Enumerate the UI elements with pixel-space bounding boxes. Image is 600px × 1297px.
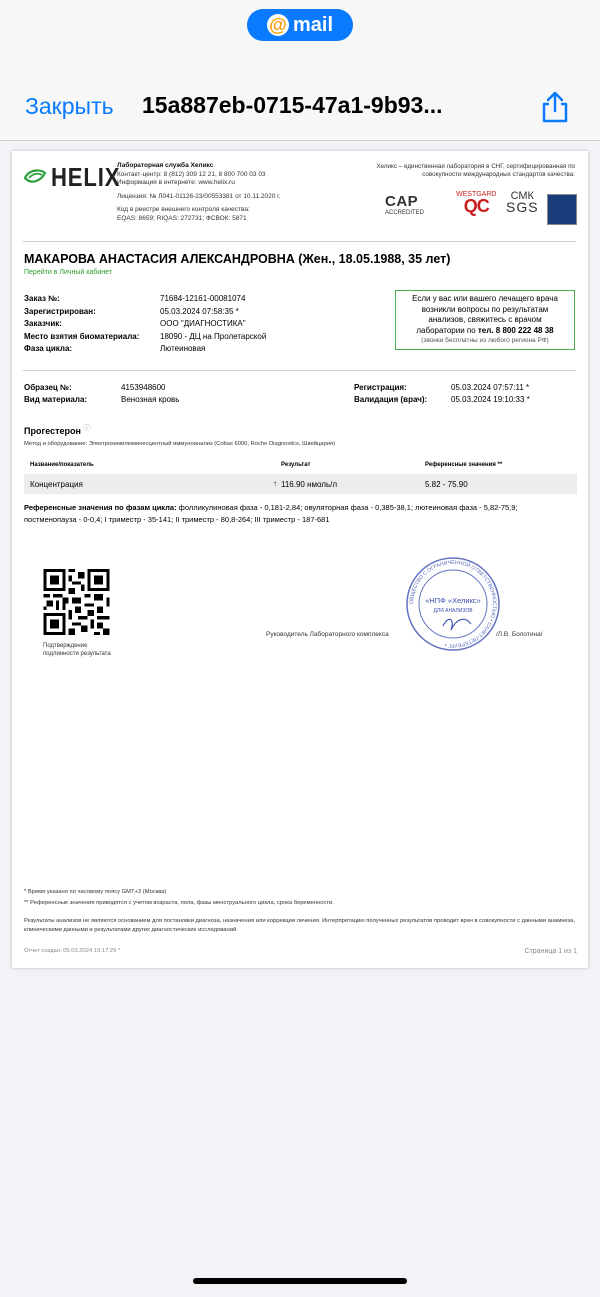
document-title: 15a887eb-0715-47a1-9b93... <box>142 92 443 118</box>
mail-brand: mail <box>292 13 334 36</box>
info-icon[interactable]: ⓘ <box>83 425 91 432</box>
table-row: Концентрация ↑ 116.90 нмоль/л 5.82 - 75.90 <box>24 474 577 494</box>
test-method: Метод и оборудование: Электрохемилюминесцентный иммуноанализ (Cobas 6000, Roche Diagnostics, Швейцария) <box>24 441 336 447</box>
lab-report-page: HELIX Лабораторная служба Хеликс Контакт-центр: 8 (812) 309 12 21, 8 800 700 03 03 Информация в интернете: www.helix.ru Лицензия: № Л041-01126-23/00553381 от 10.11.2020 г. Код в реестре внешнего контроля качества: EQAS: 8659; RIQAS: 272731; ФСВОК: 5871 Хеликс – единственная лаборатория в СНГ, сертифицированная по совокупности международных стандартов качества: CAP ACCREDITED WESTGARD QC СМК SGS МАКАРОВА АНАСТАСИЯ АЛЕКСАНДРОВНА (Жен., 18.05.1988, 35 лет) Перейти в Личный кабинет Заказ №: 71684-12161-00081074 Зарегистрирован: 05.03.2024 07:58:35 * Заказчик: ООО "ДИАГНОСТИКА" Место взятия биоматериала: 18090 - ДЦ на Пролетарской Фаза цикла: Лютеиновая Если у вас или вашего лечащего врача возникли вопросы по результатам анализов, свяжитесь с врачом лаборатории по тел. 8 800 222 48 38 (звонки бесплатны из любого региона РФ) Образец №: 4153948600 Вид материала: Венозная кровь Регистрация: 05.03.2024 07:57:11 * Валидация (врач): 05.03.2024 19:10:33 * Прогестерон ⓘ Метод и оборудование: Электрохемилюминесцентный иммуноанализ (Cobas 6000, Roche Diagnostics, Швейцария) Название/показатель Результат Референсные значения ** Концентрация ↑ 116.90 нмоль/л 5.82 - 75.90 Референсные значения по фазам цикла: фолликулиновая фаза - 0,181-2,84; овуляторная фаза - 0,385-38,1; лютеиновая фаза - 5,82-75,9; постменопауза - 0-0,4; I триместр - 35-141; II триместр - 80,8-264; III триместр - 187-681 Подтверждение подлинности результата ОБЩЕСТВО С ОГРАНИЧЕННОЙ ОТВЕТСТВЕННОСТЬЮ • САНКТ-ПЕТЕРБУРГ • «НПФ «Хеликс» ДЛЯ АНАЛИЗОВ Руководитель Лабораторного комплекса /Л.В. Болотина/ * Время указано по часовому поясу GMT+3 (Москва) ** Референсные значения приводятся с учетом возраста, пола, фазы менструального цикла, срока беременности. Результаты анализов не являются основанием для постановки диагноза, назначения или коррекции лечения. Интерпретацию полученных результатов проводит врач в совокупности с данными анамнеза, клиническими данными и результатами других диагностических исследований. Отчет создан: 05.03.2024 19:17:29 * Страница 1 из 1 <box>12 151 588 968</box>
test-name: Прогестерон ⓘ <box>24 425 91 436</box>
reference-values: Референсные значения по фазам цикла: фолликулиновая фаза - 0,181-2,84; овуляторная фаза - 0,385-38,1; лютеиновая фаза - 5,82-75,9; постменопауза - 0-0,4; I триместр - 35-141; II триместр - 80,8-264; III триместр - 187-681 <box>24 503 518 524</box>
footnotes: * Время указано по часовому поясу GMT+3 (Москва) ** Референсные значения приводятся с учетом возраста, пола, фазы менструального цикла, срока беременности. <box>24 889 334 906</box>
qr-code[interactable] <box>43 569 110 635</box>
certification-text: Хеликс – единственная лаборатория в СНГ, сертифицированная по совокупности международных стандартов качества: <box>376 163 575 178</box>
disclaimer: Результаты анализов не являются основанием для постановки диагноза, назначения или коррекции лечения. Интерпретацию полученных результатов проводит врач в совокупности с данными анамнеза, клиническими данными и результатами других диагностических исследований. <box>24 918 576 933</box>
order-details: Заказ №: 71684-12161-00081074 Зарегистрирован: 05.03.2024 07:58:35 * Заказчик: ООО "ДИАГНОСТИКА" Место взятия биоматериала: 18090 - ДЦ на Пролетарской Фаза цикла: Лютеиновая <box>24 294 267 353</box>
signatory-name: /Л.В. Болотина/ <box>496 631 543 638</box>
signature-line: Руководитель Лабораторного комплекса <box>266 631 389 638</box>
personal-cabinet-link[interactable]: Перейти в Личный кабинет <box>24 269 113 276</box>
helix-leaf-icon <box>23 167 47 189</box>
global-group-logo <box>547 194 577 225</box>
helix-logo: HELIX <box>23 162 133 193</box>
qr-caption: Подтверждение подлинности результата <box>43 643 111 657</box>
top-bar <box>0 0 600 141</box>
divider <box>23 241 576 242</box>
cap-accredited-logo: CAP ACCREDITED <box>385 193 425 216</box>
patient-name: МАКАРОВА АНАСТАСИЯ АЛЕКСАНДРОВНА (Жен., 18.05.1988, 35 лет) <box>24 252 451 266</box>
registration-details: Регистрация: 05.03.2024 07:57:11 * Валидация (врач): 05.03.2024 19:10:33 * <box>354 383 530 404</box>
high-arrow-icon: ↑ <box>273 479 277 488</box>
home-indicator[interactable] <box>193 1278 407 1284</box>
svg-text:«НПФ «Хеликс»: «НПФ «Хеликс» <box>425 596 481 605</box>
page-number: Страница 1 из 1 <box>524 948 577 955</box>
questions-box: Если у вас или вашего лечащего врача возникли вопросы по результатам анализов, свяжитесь с врачом лаборатории по тел. 8 800 222 48 38 (звонки бесплатны из любого региона РФ) <box>395 290 575 350</box>
smk-sgs-logo: СМК SGS <box>506 190 539 215</box>
phone-link[interactable]: тел. 8 800 222 48 38 <box>477 325 554 335</box>
mail-app-badge[interactable] <box>247 9 353 41</box>
lab-info: Лабораторная служба Хеликс Контакт-центр: 8 (812) 309 12 21, 8 800 700 03 03 Информация в интернете: www.helix.ru Лицензия: № Л041-01126-23/00553381 от 10.11.2020 г. Код в реестре внешнего контроля качества: EQAS: 8659; RIQAS: 272731; ФСВОК: 5871 <box>117 162 281 222</box>
close-button[interactable]: Закрыть <box>25 93 114 119</box>
svg-text:ОБЩЕСТВО С ОГРАНИЧЕННОЙ ОТВЕТС: ОБЩЕСТВО С ОГРАНИЧЕННОЙ ОТВЕТСТВЕННОСТЬЮ • САНКТ-ПЕТЕРБУРГ • <box>408 559 498 649</box>
report-created: Отчет создан: 05.03.2024 19:17:29 * <box>24 948 121 954</box>
seal-stamp <box>405 556 501 652</box>
divider <box>23 370 576 371</box>
sample-details: Образец №: 4153948600 Вид материала: Венозная кровь <box>24 383 180 404</box>
at-icon: @ <box>267 14 289 36</box>
svg-text:ДЛЯ АНАЛИЗОВ: ДЛЯ АНАЛИЗОВ <box>433 608 473 614</box>
share-icon[interactable] <box>540 90 570 124</box>
westgard-qc-logo: WESTGARD QC <box>456 191 497 216</box>
